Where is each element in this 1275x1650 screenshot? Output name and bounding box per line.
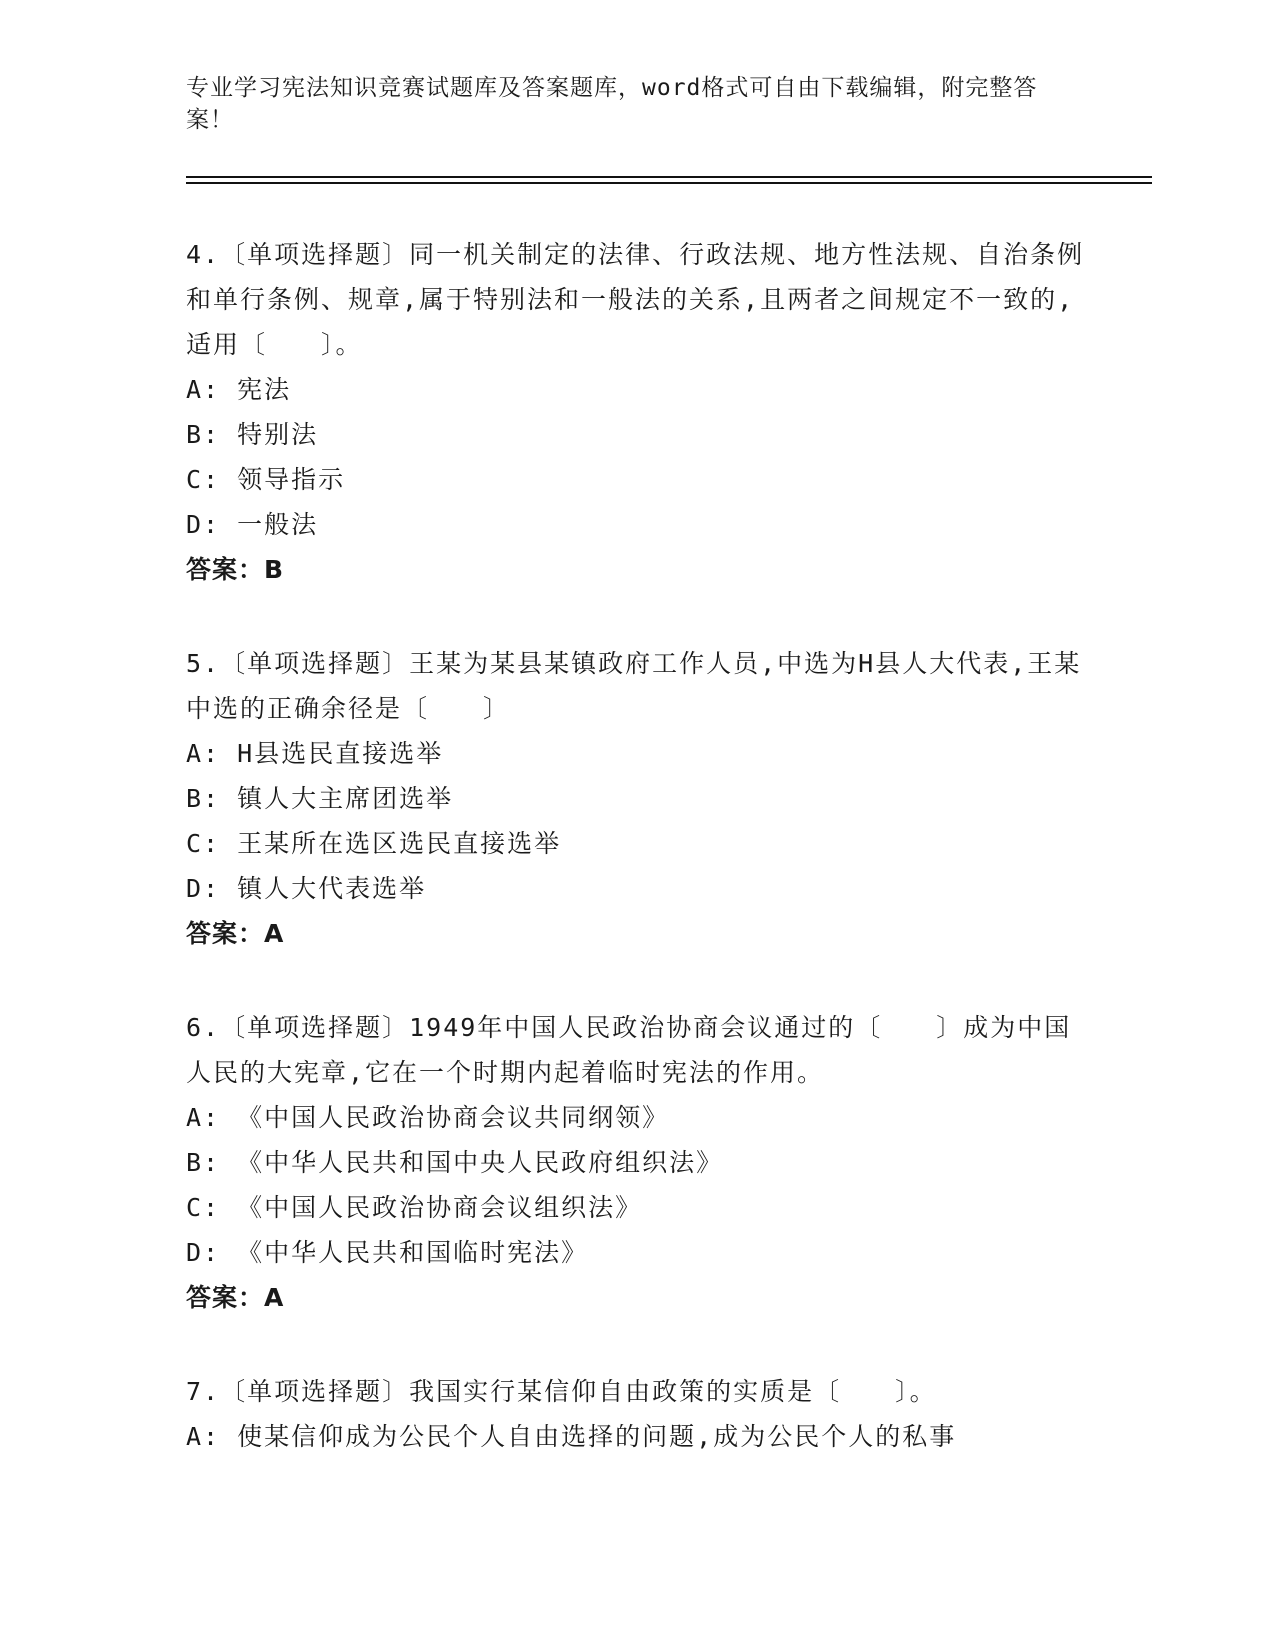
option-d: D: 镇人大代表选举 — [186, 874, 427, 903]
question-5 — [186, 641, 1086, 956]
question-stem: 4.〔单项选择题〕同一机关制定的法律、行政法规、地方性法规、自治条例和单行条例、规章,属于特别法和一般法的关系,且两者之间规定不一致的,适用〔 〕。 — [186, 240, 1085, 359]
option-c: C: 《中国人民政治协商会议组织法》 — [186, 1193, 643, 1222]
question-6 — [186, 1005, 1086, 1320]
option-d: D: 《中华人民共和国临时宪法》 — [186, 1238, 589, 1267]
option-a: A: 宪法 — [186, 375, 292, 404]
question-stem: 5.〔单项选择题〕王某为某县某镇政府工作人员,中选为H县人大代表,王某中选的正确余径是〔 〕 — [186, 649, 1082, 723]
header-divider-top — [186, 176, 1152, 178]
question-7 — [186, 1369, 1086, 1459]
option-c: C: 领导指示 — [186, 465, 346, 494]
question-stem: 7.〔单项选择题〕我国实行某信仰自由政策的实质是〔 〕。 — [186, 1377, 937, 1406]
answer: 答案：A — [186, 1283, 285, 1312]
option-a: A: 《中国人民政治协商会议共同纲领》 — [186, 1103, 670, 1132]
question-stem: 6.〔单项选择题〕1949年中国人民政治协商会议通过的〔 〕成为中国人民的大宪章,它在一个时期内起着临时宪法的作用。 — [186, 1013, 1072, 1087]
header-divider-bottom — [186, 182, 1152, 184]
question-4 — [186, 232, 1086, 592]
option-c: C: 王某所在选区选民直接选举 — [186, 829, 562, 858]
option-a: A: 使某信仰成为公民个人自由选择的问题,成为公民个人的私事 — [186, 1422, 957, 1451]
option-a: A: H县选民直接选举 — [186, 739, 444, 768]
option-b: B: 《中华人民共和国中央人民政府组织法》 — [186, 1148, 724, 1177]
answer: 答案：A — [186, 919, 285, 948]
option-b: B: 特别法 — [186, 420, 319, 449]
document-intro: 专业学习宪法知识竞赛试题库及答案题库，word格式可自由下载编辑，附完整答案！ — [186, 75, 1038, 133]
option-b: B: 镇人大主席团选举 — [186, 784, 454, 813]
answer: 答案：B — [186, 555, 285, 584]
option-d: D: 一般法 — [186, 510, 319, 539]
